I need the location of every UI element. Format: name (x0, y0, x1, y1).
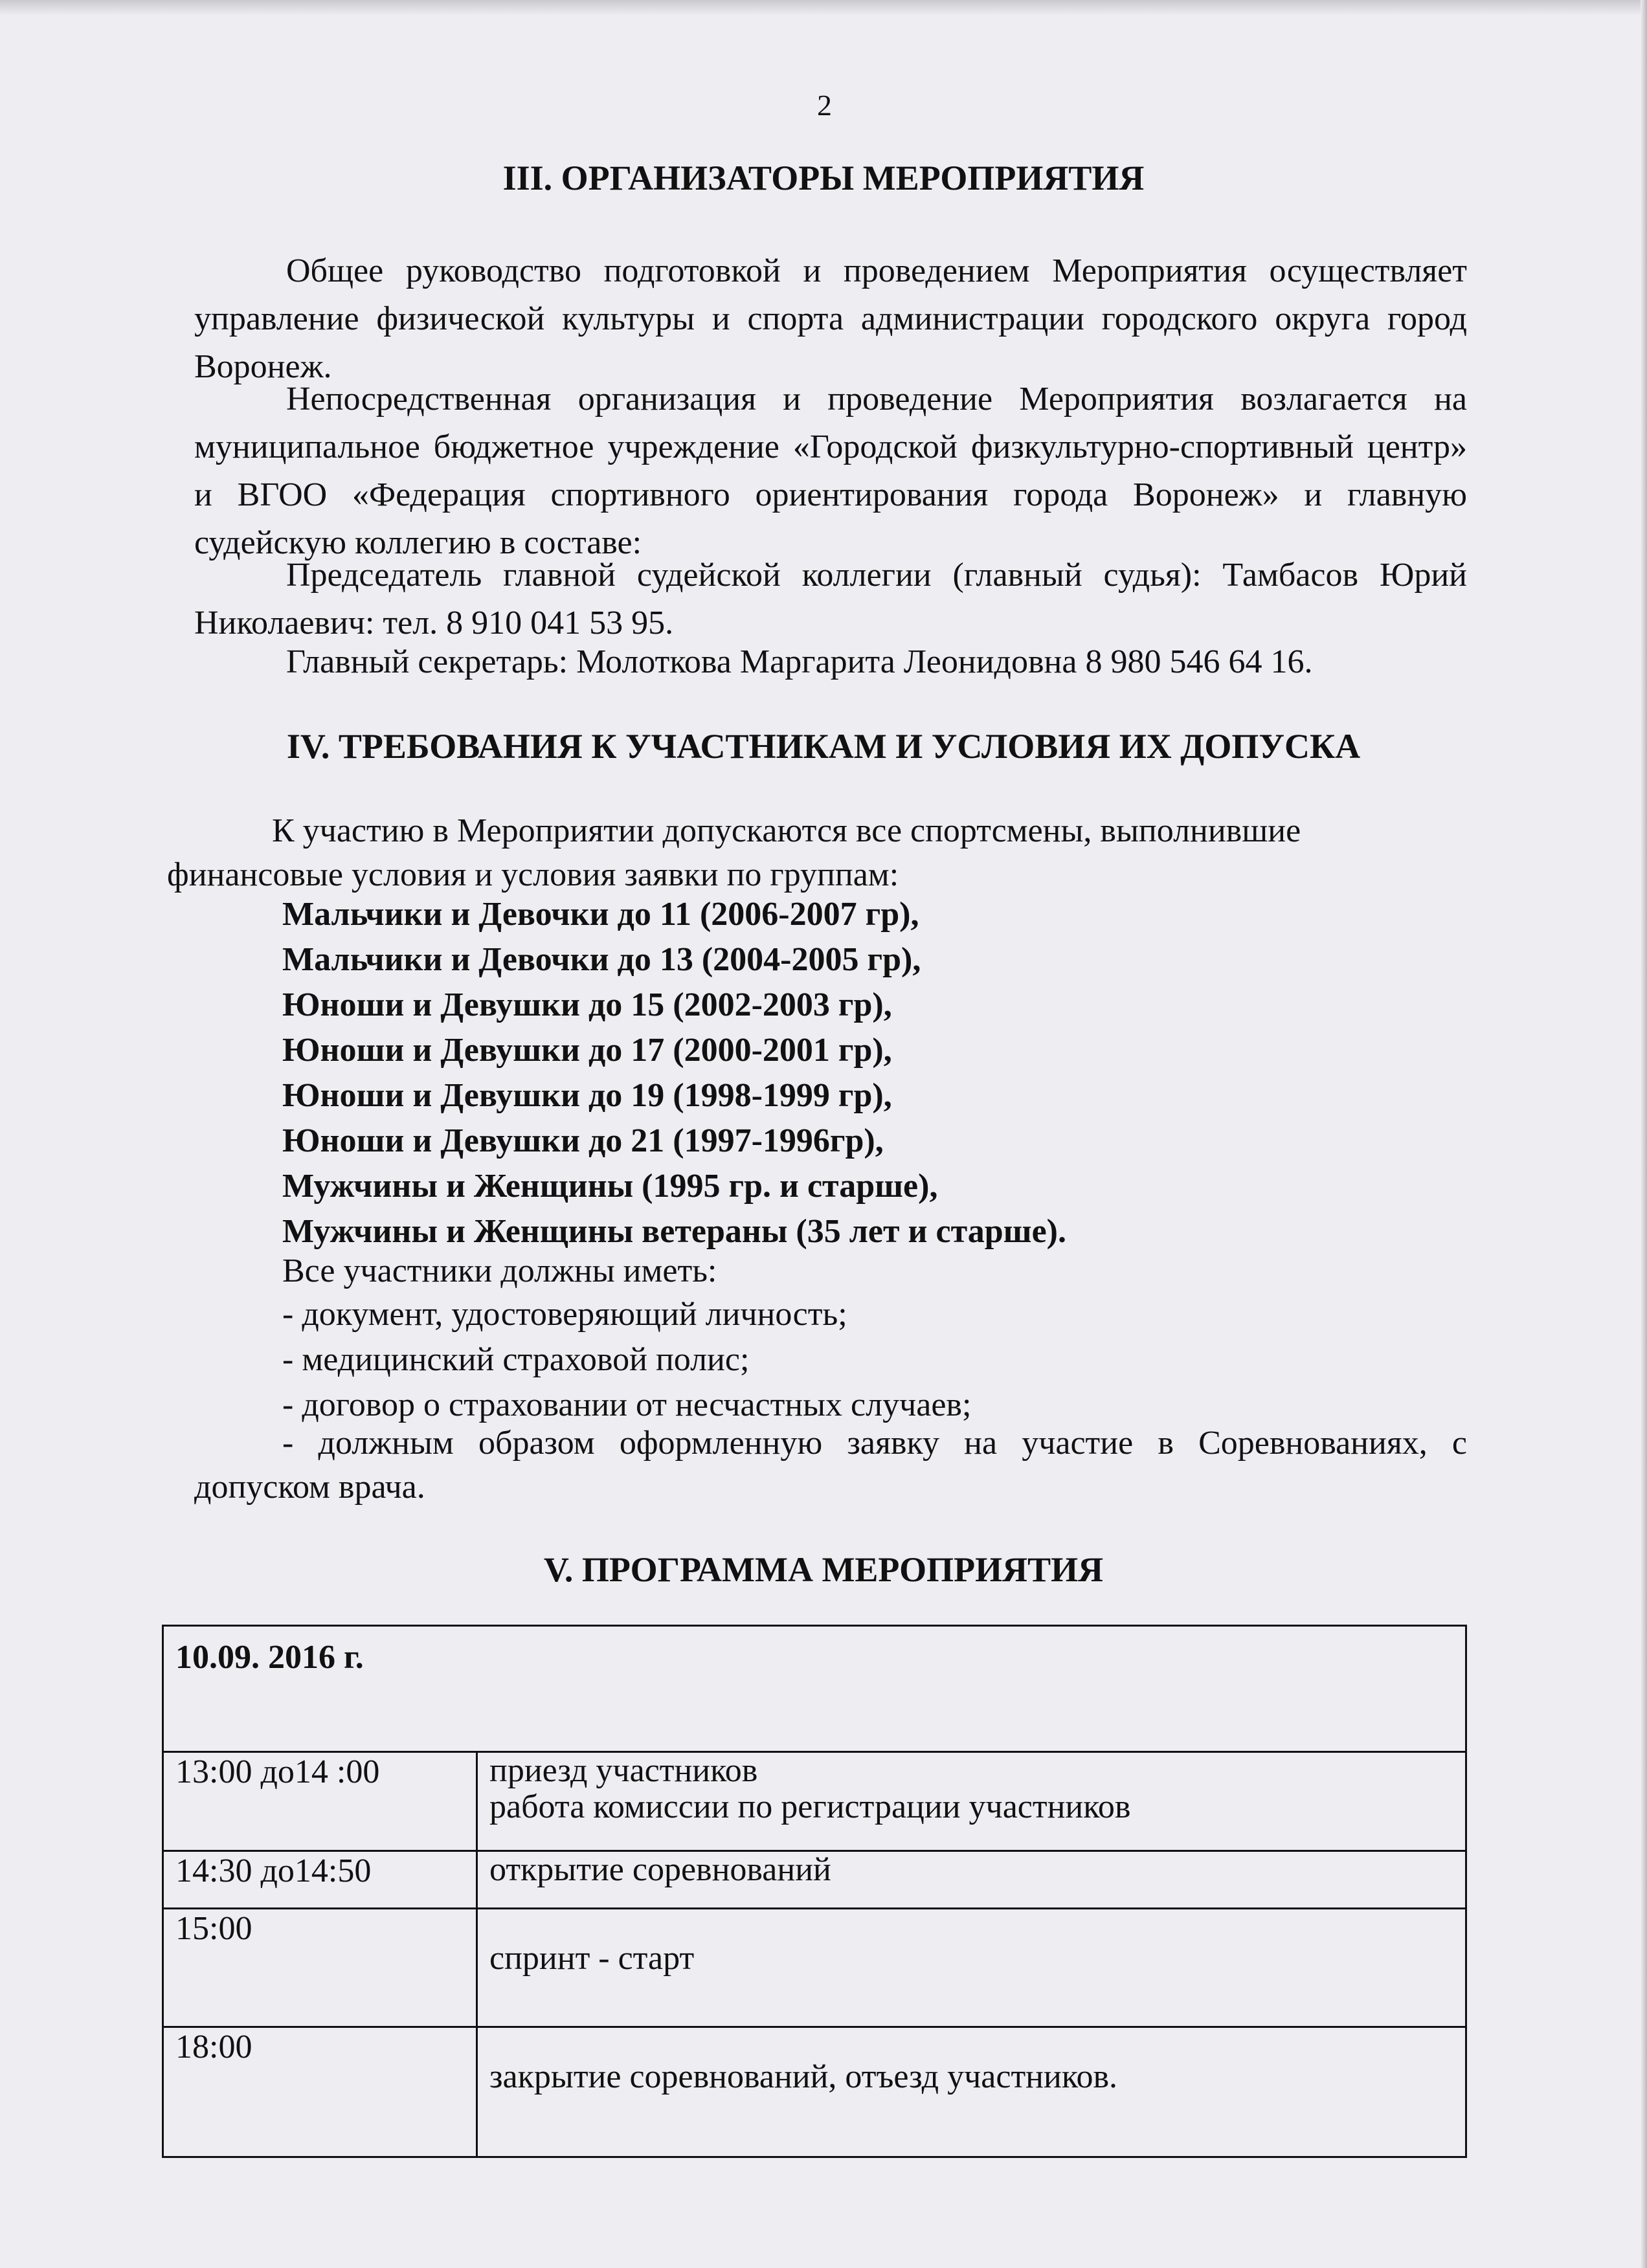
list-item: Мальчики и Девочки до 13 (2004-2005 гр), (282, 941, 921, 978)
table-row (163, 1752, 1466, 1851)
list-item: Юноши и Девушки до 15 (2002-2003 гр), (282, 986, 892, 1023)
table-row (163, 2027, 1466, 2157)
participants-must-have: Все участники должны иметь: (282, 1252, 717, 1289)
list-item: Мужчины и Женщины (1995 гр. и старше), (282, 1168, 938, 1205)
time-cell: 13:00 до14 :00 (163, 1752, 477, 1851)
scan-top-edge (0, 0, 1647, 16)
program-date: 10.09. 2016 г. (163, 1626, 1466, 1752)
activity-line: спринт - старт (489, 1940, 695, 1977)
section-3-paragraph-4: Главный секретарь: Молоткова Маргарита Леонидовна 8 980 546 64 16. (286, 643, 1313, 680)
section-3-title: III. ОРГАНИЗАТОРЫ МЕРОПРИЯТИЯ (502, 159, 1145, 197)
list-item: Юноши и Девушки до 21 (1997-1996гр), (282, 1122, 884, 1159)
table-header-row (163, 1626, 1466, 1752)
requirement-application-line-2: допуском врача. (194, 1469, 425, 1506)
requirement-application-line-1: - должным образом оформленную заявку на участие в Соревнованиях, с (282, 1425, 1467, 1462)
section-3-paragraph-1: Общее руководство подготовкой и проведением Мероприятия осуществляет управление физической культуры и спорта администрации городского округа город Воронеж. (194, 252, 1467, 385)
table-row (163, 1909, 1466, 2027)
activity-cell (477, 2027, 1466, 2157)
list-item: - договор о страховании от несчастных случаев; (282, 1386, 972, 1423)
scan-right-edge (1641, 0, 1647, 2268)
requirements-list (282, 1292, 971, 1428)
table-row (163, 1851, 1466, 1909)
activity-line: закрытие соревнований, отъезд участников. (489, 2058, 1117, 2095)
section-4-intro-line-2: финансовые условия и условия заявки по группам: (167, 856, 899, 893)
time-cell: 14:30 до14:50 (163, 1851, 477, 1909)
list-item: - медицинский страховой полис; (282, 1341, 750, 1378)
list-item: Мальчики и Девочки до 11 (2006-2007 гр), (282, 896, 919, 933)
section-4-intro-line-1: К участию в Мероприятии допускаются все спортсмены, выполнившие (272, 812, 1301, 849)
time-cell: 18:00 (163, 2027, 477, 2157)
activity-line: работа комиссии по регистрации участников (489, 1788, 1131, 1825)
section-4-title: IV. ТРЕБОВАНИЯ К УЧАСТНИКАМ И УСЛОВИЯ ИХ ДОПУСКА (286, 727, 1361, 766)
age-groups-list (282, 892, 1066, 1254)
program-table (162, 1625, 1467, 2158)
section-5-title: V. ПРОГРАММА МЕРОПРИЯТИЯ (543, 1550, 1104, 1589)
activity-line: приезд участников (489, 1752, 758, 1789)
list-item: Мужчины и Женщины ветераны (35 лет и старше). (282, 1213, 1066, 1250)
list-item: Юноши и Девушки до 19 (1998-1999 гр), (282, 1077, 892, 1114)
time-cell: 15:00 (163, 1909, 477, 2027)
activity-cell (477, 1752, 1466, 1851)
activity-cell (477, 1909, 1466, 2027)
list-item: Юноши и Девушки до 17 (2000-2001 гр), (282, 1032, 892, 1069)
activity-line: открытие соревнований (489, 1851, 831, 1888)
section-3-paragraph-3: Председатель главной судейской коллегии (главный судья): Тамбасов Юрий Николаевич: тел. 8 910 041 53 95. (194, 557, 1467, 641)
page-number: 2 (817, 89, 832, 122)
list-item: - документ, удостоверяющий личность; (282, 1296, 847, 1333)
section-3-paragraph-2: Непосредственная организация и проведение Мероприятия возлагается на муниципальное бюджетное учреждение «Городской физкультурно-спортивный центр» и ВГОО «Федерация спортивного ориентирования города Воронеж» и главную судейскую коллегию в составе: (194, 381, 1467, 561)
activity-cell (477, 1851, 1466, 1909)
